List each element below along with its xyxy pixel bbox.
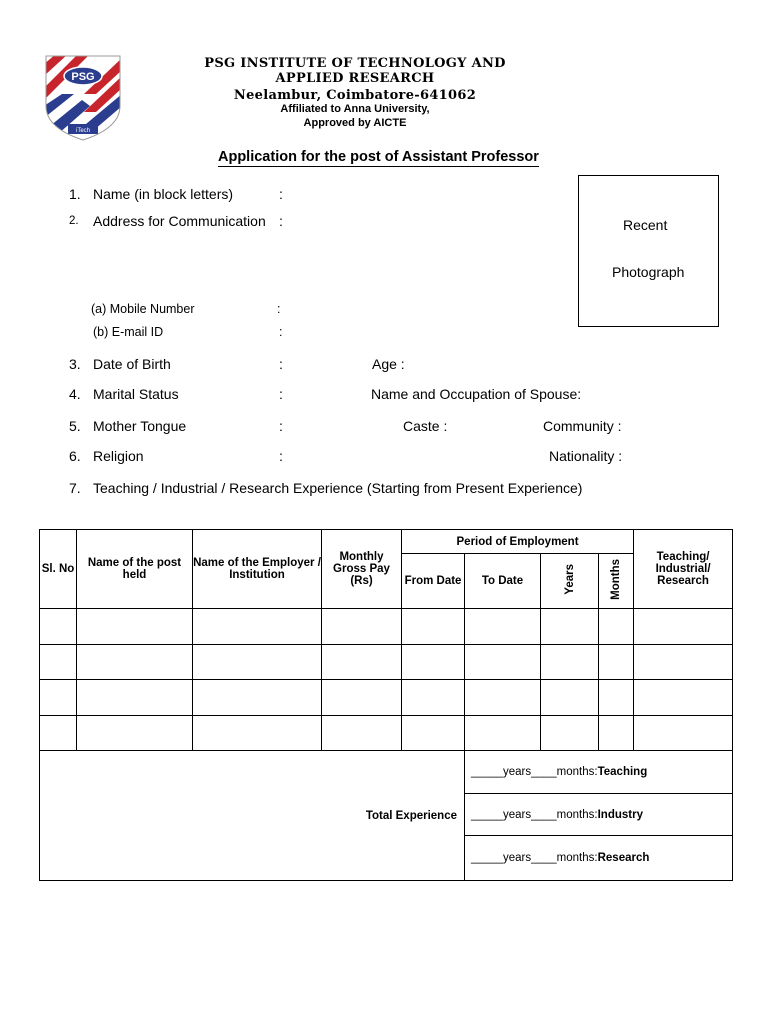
institute-address: Neelambur, Coimbatore-641062 [233, 88, 477, 103]
header-post-held: Name of the post held [77, 530, 193, 609]
total-teaching-label: Teaching [597, 766, 648, 778]
table-row [40, 680, 733, 716]
table-cell[interactable] [77, 645, 193, 680]
field-email-colon: : [279, 325, 283, 339]
institute-name-line2: APPLIED RESEARCH [275, 71, 435, 86]
table-cell[interactable] [465, 716, 541, 751]
header-from-date: From Date [402, 554, 465, 609]
field-email-label: (b) E-mail ID [93, 325, 164, 339]
table-cell[interactable] [465, 609, 541, 645]
table-cell[interactable] [541, 680, 599, 716]
logo-text-itech: iTech [75, 128, 91, 134]
field-age-label: Age : [372, 356, 405, 372]
field-2-number: 2. [69, 215, 79, 227]
form-title: Application for the post of Assistant Professor [218, 149, 539, 165]
field-mother-tongue-colon: : [279, 418, 283, 434]
table-cell[interactable] [402, 680, 465, 716]
table-cell[interactable] [193, 645, 322, 680]
field-name-colon: : [279, 186, 283, 202]
table-cell[interactable] [193, 680, 322, 716]
table-cell[interactable] [402, 716, 465, 751]
table-cell[interactable] [77, 680, 193, 716]
table-row [40, 645, 733, 680]
total-teaching-line[interactable] [465, 751, 733, 794]
field-address-colon: : [279, 213, 283, 229]
header-period-of-employment: Period of Employment [402, 530, 634, 554]
photo-label-photograph: Photograph [612, 264, 685, 280]
field-4-number: 4. [69, 386, 81, 402]
photo-label-recent: Recent [623, 217, 668, 233]
table-cell[interactable] [322, 645, 402, 680]
table-cell[interactable] [599, 716, 634, 751]
table-cell[interactable] [40, 680, 77, 716]
total-research-prefix: _____years____months: [471, 852, 598, 864]
field-caste-label: Caste : [403, 418, 448, 434]
field-5-number: 5. [69, 418, 81, 434]
photo-box [578, 175, 719, 327]
field-community-label: Community : [543, 418, 622, 434]
field-address-label: Address for Communication [93, 213, 266, 229]
total-industry-line[interactable] [465, 794, 733, 836]
table-cell[interactable] [465, 680, 541, 716]
total-research-label: Research [597, 852, 650, 864]
field-name-label: Name (in block letters) [93, 186, 234, 202]
table-cell[interactable] [402, 645, 465, 680]
header-employer: Name of the Employer / Institution [193, 530, 322, 609]
table-cell[interactable] [322, 716, 402, 751]
field-spouse-label: Name and Occupation of Spouse: [371, 386, 582, 402]
table-cell[interactable] [40, 716, 77, 751]
table-cell[interactable] [541, 609, 599, 645]
institute-name-line1: PSG INSTITUTE OF TECHNOLOGY AND [204, 56, 506, 71]
table-cell[interactable] [541, 716, 599, 751]
field-dob-colon: : [279, 356, 283, 372]
field-mobile-label: (a) Mobile Number [91, 302, 195, 316]
table-cell[interactable] [599, 609, 634, 645]
total-teaching-prefix: _____years____months: [471, 766, 598, 778]
table-cell[interactable] [541, 645, 599, 680]
field-mobile-colon: : [277, 302, 281, 316]
table-row [40, 609, 733, 645]
table-cell[interactable] [465, 645, 541, 680]
table-row [40, 716, 733, 751]
table-cell[interactable] [193, 609, 322, 645]
field-7-number: 7. [69, 480, 81, 496]
field-marital-label: Marital Status [93, 386, 179, 402]
field-experience-label: Teaching / Industrial / Research Experience (Starting from Present Experience) [93, 480, 583, 496]
header-experience-type: Teaching/ Industrial/ Research [634, 530, 733, 609]
field-1-number: 1. [69, 186, 81, 202]
table-cell[interactable] [77, 716, 193, 751]
header-to-date: To Date [465, 554, 541, 609]
table-cell[interactable] [77, 609, 193, 645]
total-industry-prefix: _____years____months: [471, 808, 598, 821]
table-cell[interactable] [634, 645, 733, 680]
header-years-cell [541, 554, 599, 609]
field-religion-colon: : [279, 448, 283, 464]
header-months: Months [610, 559, 623, 600]
total-experience-label: Total Experience [40, 751, 465, 881]
field-nationality-label: Nationality : [549, 448, 623, 464]
header-sl-no: Sl. No [40, 530, 77, 609]
institute-logo [44, 54, 122, 142]
shield-logo-icon [44, 54, 122, 142]
table-cell[interactable] [634, 609, 733, 645]
table-cell[interactable] [193, 716, 322, 751]
table-cell[interactable] [402, 609, 465, 645]
table-cell[interactable] [634, 716, 733, 751]
field-marital-colon: : [279, 386, 283, 402]
field-mother-tongue-label: Mother Tongue [93, 418, 187, 434]
field-dob-label: Date of Birth [93, 356, 171, 372]
approval-text: Approved by AICTE [303, 117, 407, 129]
header-months-cell [599, 554, 634, 609]
field-religion-label: Religion [93, 448, 144, 464]
field-3-number: 3. [69, 356, 81, 372]
header-years: Years [563, 564, 576, 595]
table-cell[interactable] [599, 680, 634, 716]
field-6-number: 6. [69, 448, 81, 464]
logo-text-psg: PSG [71, 71, 95, 83]
table-cell[interactable] [599, 645, 634, 680]
table-cell[interactable] [40, 609, 77, 645]
table-cell[interactable] [322, 609, 402, 645]
experience-table [39, 529, 733, 881]
table-cell[interactable] [322, 680, 402, 716]
affiliation-text: Affiliated to Anna University, [280, 103, 430, 115]
table-cell[interactable] [40, 645, 77, 680]
total-research-line[interactable] [465, 836, 733, 881]
header-monthly-pay: Monthly Gross Pay (Rs) [322, 530, 402, 609]
table-cell[interactable] [634, 680, 733, 716]
total-industry-label: Industry [597, 808, 643, 821]
